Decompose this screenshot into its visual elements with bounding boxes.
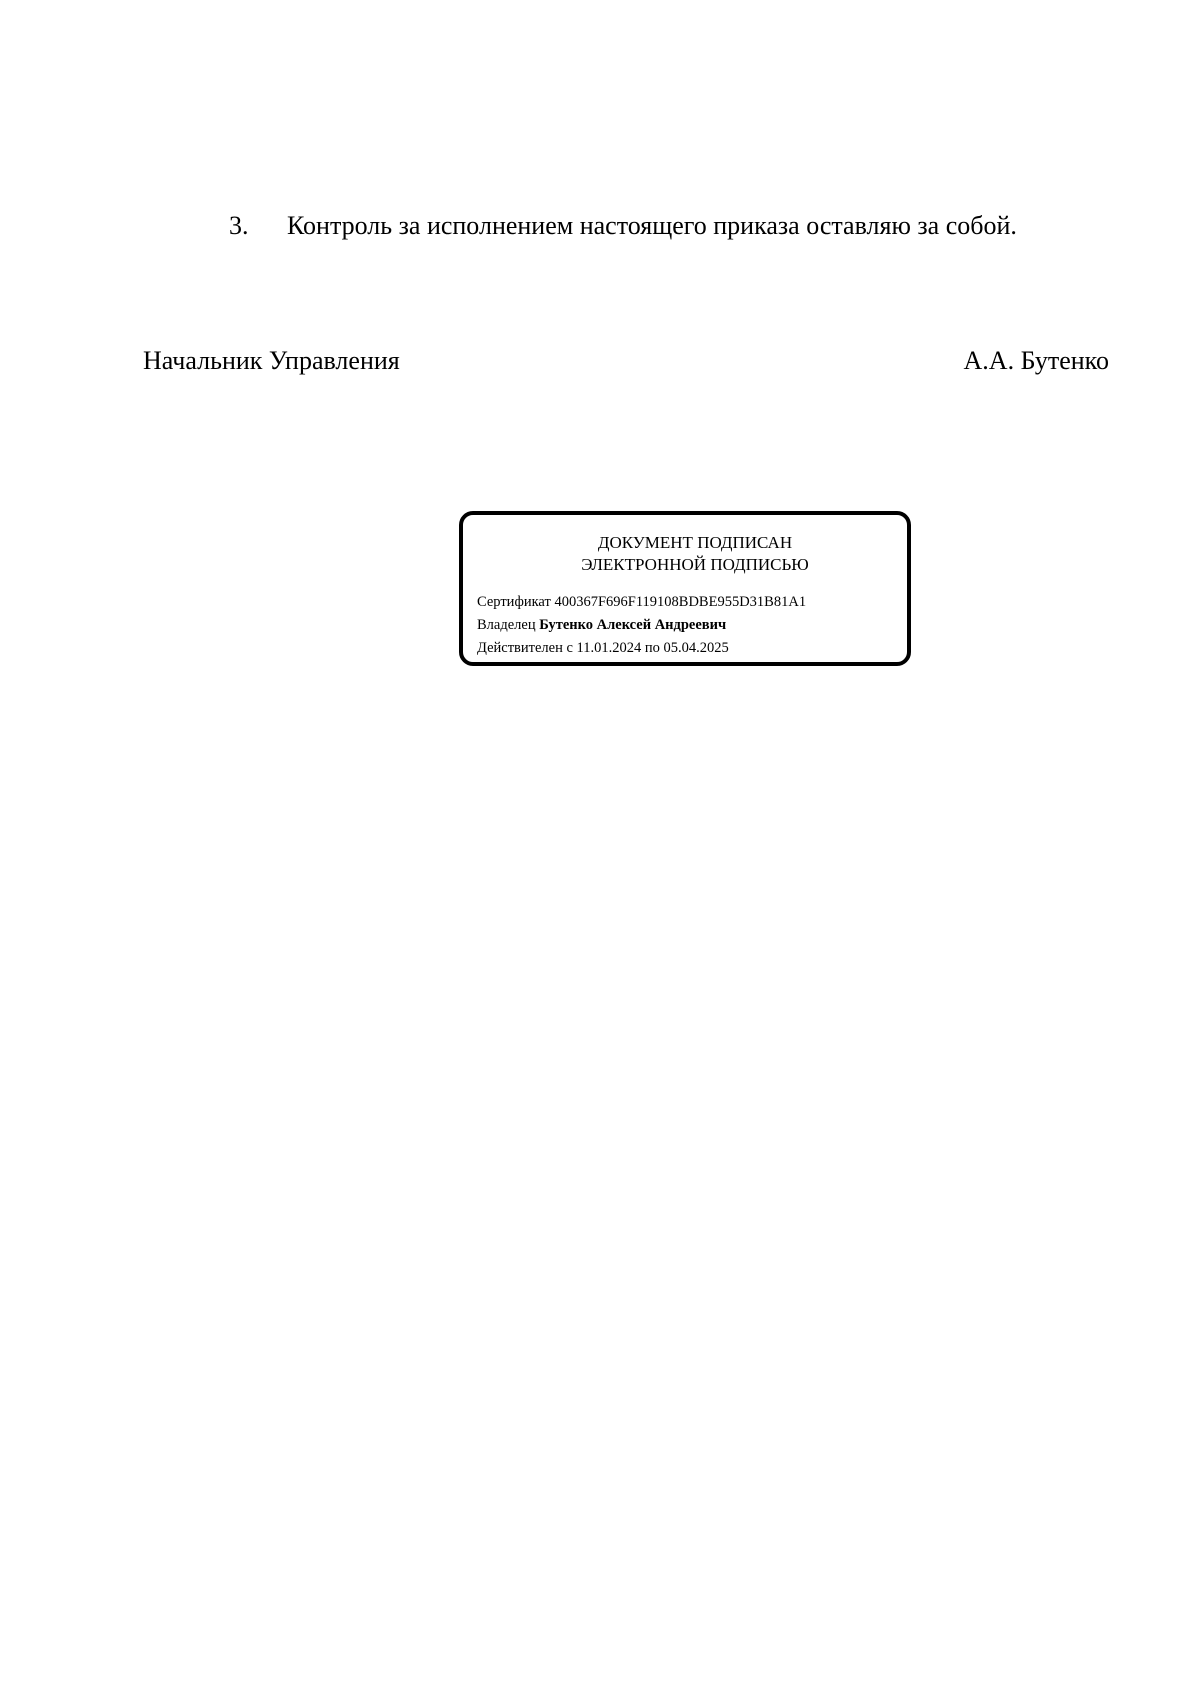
valid-to-date: 05.04.2025 <box>663 640 729 656</box>
valid-from-label: с <box>566 640 573 656</box>
stamp-header-line-2: ЭЛЕКТРОННОЙ ПОДПИСЬЮ <box>581 555 809 574</box>
paragraph-number: 3. <box>229 211 249 240</box>
valid-to-label: по <box>644 640 660 656</box>
stamp-header-line-1: ДОКУМЕНТ ПОДПИСАН <box>597 533 793 552</box>
paragraph-text: Контроль за исполнением настоящего приказа оставляю за собой. <box>287 211 1017 240</box>
signer-position: Начальник Управления <box>143 346 400 375</box>
electronic-signature-stamp <box>459 511 911 666</box>
certificate-row <box>477 591 806 614</box>
valid-from-date: 11.01.2024 <box>576 640 642 656</box>
stamp-header <box>463 532 907 576</box>
stamp-details <box>477 591 806 660</box>
certificate-value: 400367F696F119108BDBE955D31B81A1 <box>554 594 807 610</box>
owner-row <box>477 614 806 637</box>
owner-label: Владелец <box>477 617 536 633</box>
certificate-label: Сертификат <box>477 594 551 610</box>
owner-value: Бутенко Алексей Андреевич <box>539 617 727 633</box>
validity-row <box>477 637 806 660</box>
numbered-paragraph <box>229 210 1017 242</box>
valid-label: Действителен <box>477 640 563 656</box>
signer-name: А.А. Бутенко <box>963 346 1109 375</box>
